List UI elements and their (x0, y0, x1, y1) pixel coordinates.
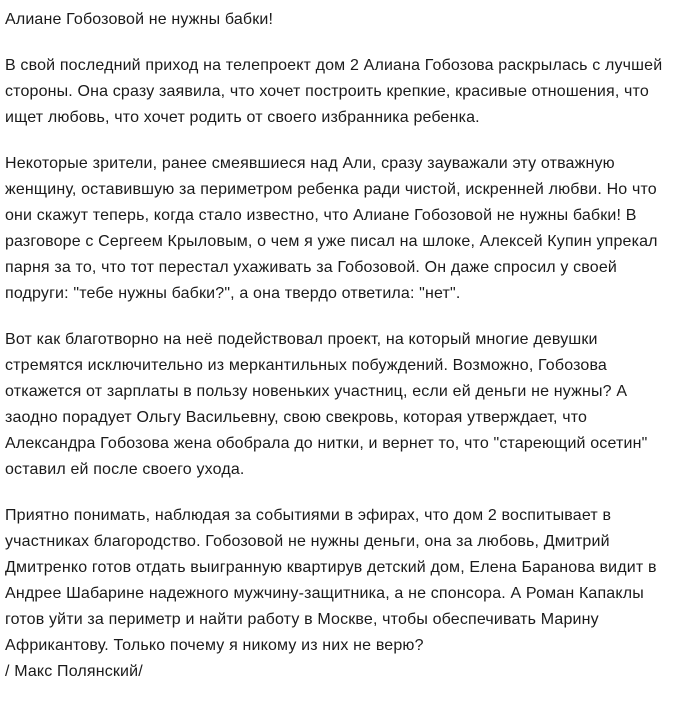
article-paragraph-2: Некоторые зрители, ранее смеявшиеся над Али, сразу зауважали эту отважную женщину, оставившую за периметром ребенка ради чистой, искренней любви. Но что они скажут теперь, когда стало известно, что Алиане Гобозовой не нужны бабки! В разговоре с Сергеем Крыловым, о чем я уже писал на шлоке, Алексей Купин упрекал парня за то, что тот перестал ухаживать за Гобозовой. Он даже спросил у своей подруги: "тебе нужны бабки?", а она твердо ответила: "нет". (5, 155, 658, 302)
article-author-signature: / Макс Полянский/ (5, 663, 143, 680)
article-headline: Алиане Гобозовой не нужны бабки! (5, 11, 274, 28)
article-paragraph-3: Вот как благотворно на неё подействовал проект, на который многие девушки стремятся исключительно из меркантильных побуждений. Возможно, Гобозова откажется от зарплаты в пользу новеньких участниц, если ей деньги не нужны? А заодно порадует Ольгу Васильевну, свою свекровь, которая утверждает, что Александра Гобозова жена обобрала до нитки, и вернет то, что "стареющий осетин" оставил ей после своего ухода. (5, 331, 648, 478)
article-paragraph-1: В свой последний приход на телепроект дом 2 Алиана Гобозова раскрылась с лучшей стороны. Она сразу заявила, что хочет построить крепкие, красивые отношения, что ищет любовь, что хочет родить от своего избранника ребенка. (5, 57, 663, 126)
article-paragraph-4: Приятно понимать, наблюдая за событиями в эфирах, что дом 2 воспитывает в участниках благородство. Гобозовой не нужны деньги, она за любовь, Дмитрий Дмитренко готов отдать выигранную квартирув детский дом, Елена Баранова видит в Андрее Шабарине надежного мужчину-защитника, а не спонсора. А Роман Капаклы готов уйти за периметр и найти работу в Москве, чтобы обеспечивать Марину Африкантову. Только почему я никому из них не верю? (5, 507, 657, 654)
